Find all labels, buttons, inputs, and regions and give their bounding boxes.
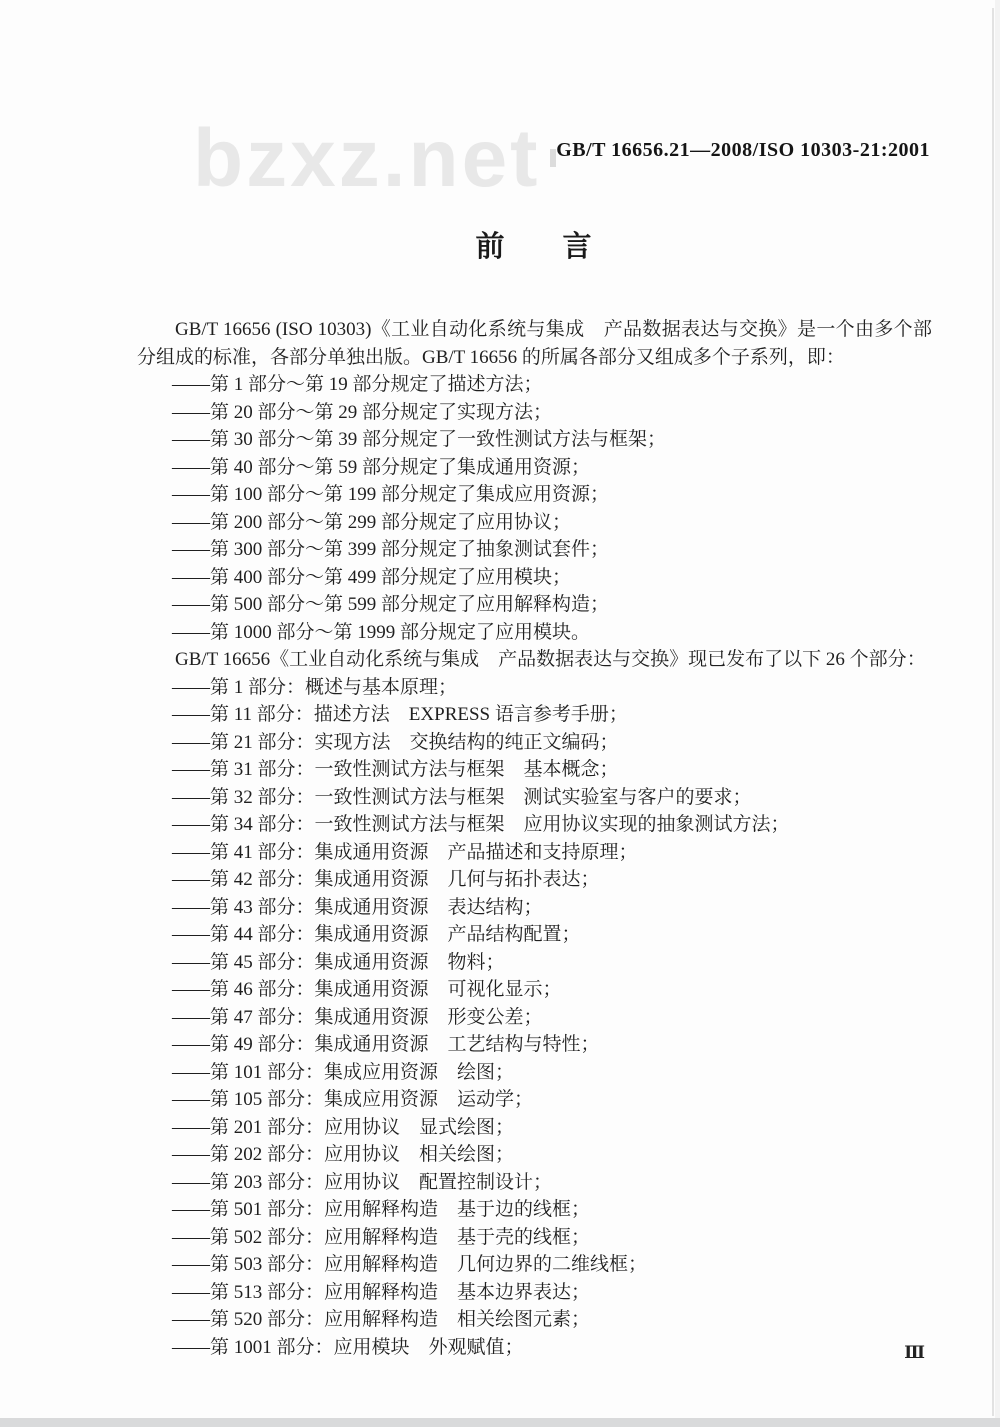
published-part-item: ——第 201 部分：应用协议 显式绘图； xyxy=(172,1116,515,1138)
published-parts-list xyxy=(137,674,932,1362)
published-part-item: ——第 105 部分：集成应用资源 运动学； xyxy=(172,1089,534,1110)
series-list xyxy=(137,371,932,646)
published-part-item: ——第 501 部分：应用解释构造 基于边的线框； xyxy=(172,1199,591,1220)
standard-code-header: GB/T 16656.21—2008/ISO 10303-21:2001 xyxy=(556,139,930,161)
scan-edge-right-strip xyxy=(995,0,1000,1427)
published-part-item: ——第 101 部分：集成应用资源 绘图； xyxy=(172,1061,515,1083)
published-part-item: ——第 502 部分：应用解释构造 基于壳的线框； xyxy=(172,1226,591,1248)
published-part-item: ——第 1001 部分：应用模块 外观赋值； xyxy=(172,1336,524,1358)
series-list-item: ——第 300 部分～第 399 部分规定了抽象测试套件； xyxy=(172,539,610,560)
published-part-item: ——第 513 部分：应用解释构造 基本边界表达； xyxy=(172,1281,591,1303)
series-list-item: ——第 40 部分～第 59 部分规定了集成通用资源； xyxy=(172,456,591,478)
published-part-item: ——第 34 部分：一致性测试方法与框架 应用协议实现的抽象测试方法； xyxy=(172,814,790,835)
published-part-item: ——第 31 部分：一致性测试方法与框架 基本概念； xyxy=(172,759,619,780)
published-part-item: ——第 45 部分：集成通用资源 物料； xyxy=(172,951,505,973)
series-list-item: ——第 1000 部分～第 1999 部分规定了应用模块。 xyxy=(172,621,591,643)
published-intro-line: GB/T 16656《工业自动化系统与集成 产品数据表达与交换》现已发布了以下 26 个部分： xyxy=(175,649,926,670)
scan-edge-right-line xyxy=(992,8,994,1416)
published-part-item: ——第 41 部分：集成通用资源 产品描述和支持原理； xyxy=(172,841,638,863)
published-part-item: ——第 42 部分：集成通用资源 几何与拓扑表达； xyxy=(172,869,600,890)
published-part-item: ——第 520 部分：应用解释构造 相关绘图元素； xyxy=(172,1309,591,1330)
published-part-item: ——第 11 部分：描述方法 EXPRESS 语言参考手册； xyxy=(172,704,628,725)
series-list-item: ——第 500 部分～第 599 部分规定了应用解释构造； xyxy=(172,594,610,615)
series-list-item: ——第 1 部分～第 19 部分规定了描述方法； xyxy=(172,374,543,395)
series-list-item: ——第 400 部分～第 499 部分规定了应用模块； xyxy=(172,566,572,588)
published-part-item: ——第 47 部分：集成通用资源 形变公差； xyxy=(172,1006,543,1028)
series-list-item: ——第 100 部分～第 199 部分规定了集成应用资源； xyxy=(172,484,610,505)
scan-edge-bottom-band xyxy=(0,1418,1000,1427)
published-part-item: ——第 203 部分：应用协议 配置控制设计； xyxy=(172,1171,553,1193)
foreword-content xyxy=(137,316,932,1361)
intro-paragraph: GB/T 16656 (ISO 10303)《工业自动化系统与集成 产品数据表达与交换》是一个由多个部分组成的标准，各部分单独出版。GB/T 16656 的所属各部分又组成多个子系列，即： xyxy=(137,319,932,368)
published-part-item: ——第 32 部分：一致性测试方法与框架 测试实验室与客户的要求； xyxy=(172,786,752,808)
published-part-item: ——第 44 部分：集成通用资源 产品结构配置； xyxy=(172,924,581,945)
watermark-text: bzxz.net xyxy=(193,113,541,204)
scan-artifact-mark xyxy=(550,149,556,167)
page-title: 前 言 xyxy=(475,231,592,263)
published-part-item: ——第 43 部分：集成通用资源 表达结构； xyxy=(172,896,543,918)
series-list-item: ——第 200 部分～第 299 部分规定了应用协议； xyxy=(172,511,572,533)
series-list-item: ——第 20 部分～第 29 部分规定了实现方法； xyxy=(172,401,553,423)
published-part-item: ——第 202 部分：应用协议 相关绘图； xyxy=(172,1144,515,1165)
published-part-item: ——第 503 部分：应用解释构造 几何边界的二维线框； xyxy=(172,1254,648,1275)
series-list-item: ——第 30 部分～第 39 部分规定了一致性测试方法与框架； xyxy=(172,429,667,450)
page-number: Ⅲ xyxy=(904,1343,925,1362)
published-part-item: ——第 46 部分：集成通用资源 可视化显示； xyxy=(172,979,562,1000)
published-part-item: ——第 49 部分：集成通用资源 工艺结构与特性； xyxy=(172,1034,600,1055)
published-part-item: ——第 21 部分：实现方法 交换结构的纯正文编码； xyxy=(172,731,619,753)
published-part-item: ——第 1 部分：概述与基本原理； xyxy=(172,676,458,698)
